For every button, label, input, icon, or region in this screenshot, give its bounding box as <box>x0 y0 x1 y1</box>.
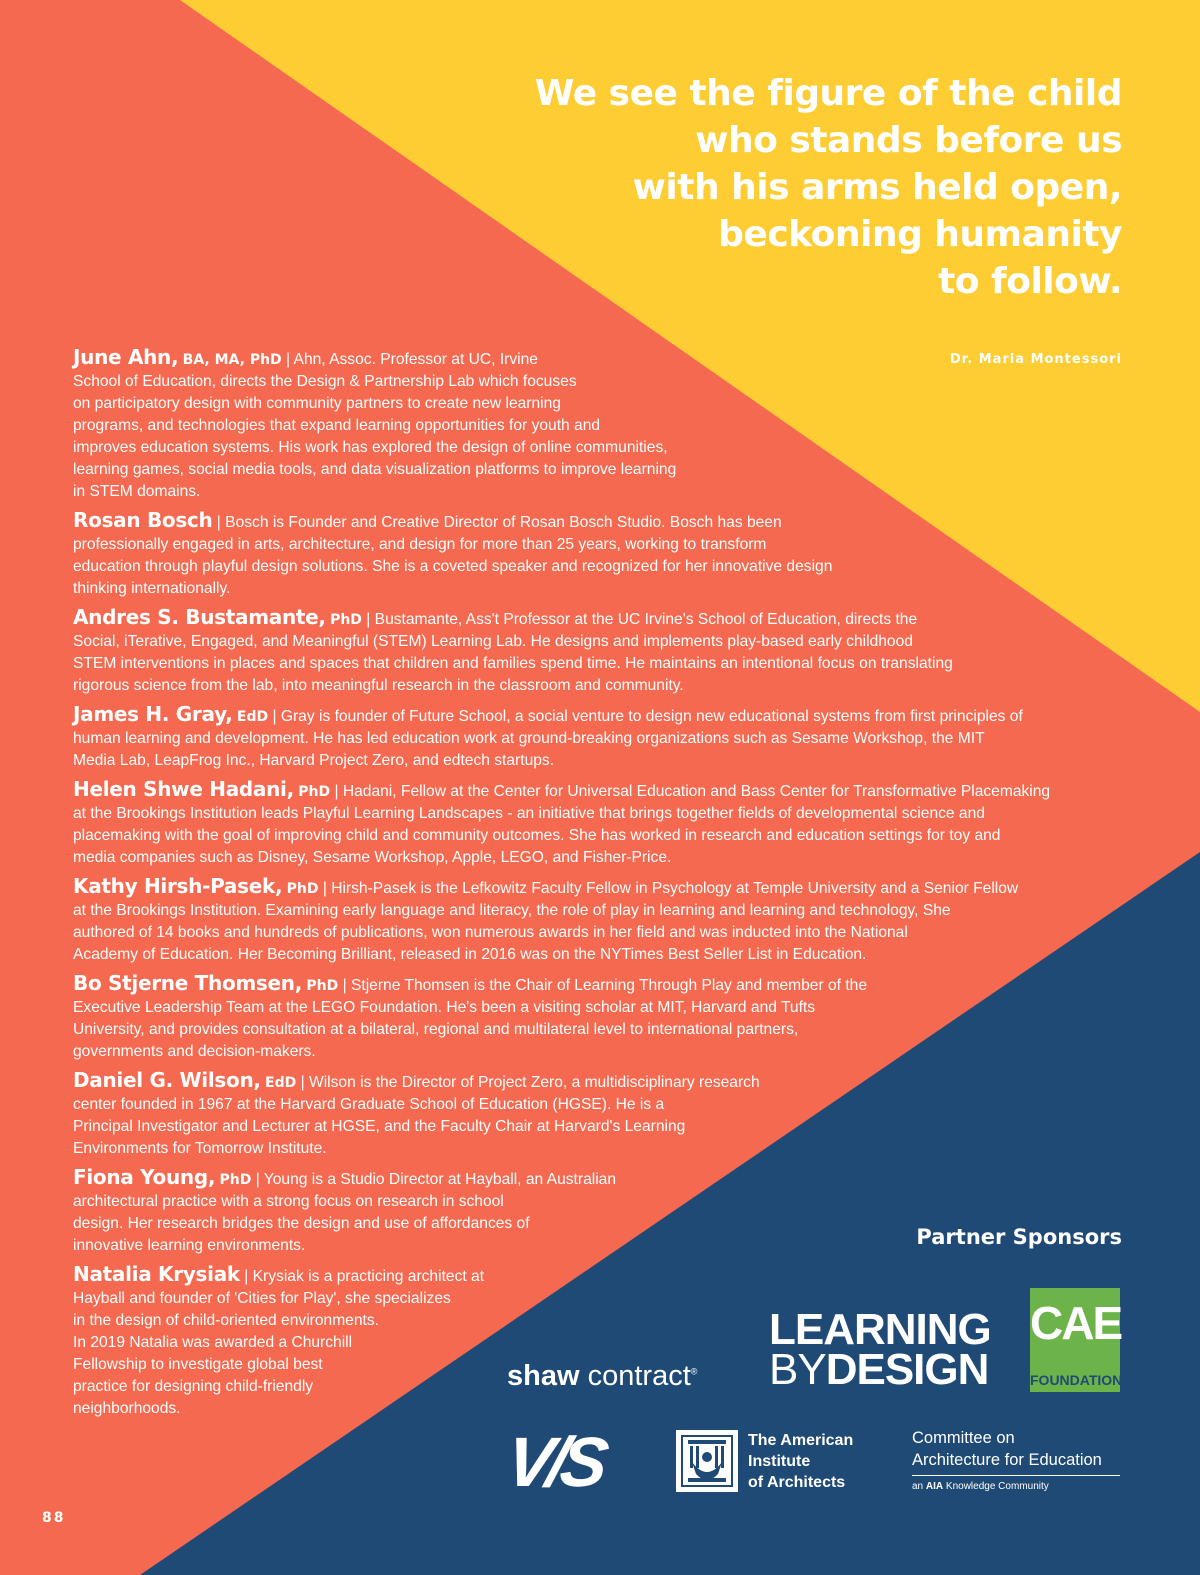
bio-line: | Hirsh-Pasek is the Lefkowitz Faculty Fellow in Psychology at Temple University and a Senior Fellow <box>322 880 1019 897</box>
bio-name: Fiona Young, <box>73 1165 216 1189</box>
bio-credentials: PhD <box>330 612 362 628</box>
bio-list <box>73 346 1073 1426</box>
bio-line: innovative learning environments. <box>73 1237 306 1254</box>
bio-line: | Bosch is Founder and Creative Director of Rosan Bosch Studio. Bosch has been <box>216 514 782 531</box>
quote-line: beckoning humanity <box>718 214 1122 255</box>
shaw-contract-logo <box>507 1360 697 1393</box>
bio-line: practice for designing child-friendly <box>73 1378 314 1395</box>
lbd-line-1: LEARNING <box>769 1305 991 1354</box>
bio-andres-bustamante <box>73 606 1073 697</box>
bio-line: Environments for Tomorrow Institute. <box>73 1140 327 1157</box>
bio-line: programs, and technologies that expand learning opportunities for youth and <box>73 417 601 434</box>
bio-line: learning games, social media tools, and data visualization platforms to improve learning <box>73 461 677 478</box>
aia-line: The American <box>748 1432 854 1449</box>
bio-line: placemaking with the goal of improving child and community outcomes. She has worked in research and education settings for toy and <box>73 827 1001 844</box>
registered-mark: ® <box>690 1366 698 1377</box>
quote-author: Dr. Maria Montessori <box>949 352 1122 367</box>
bio-name: Kathy Hirsh-Pasek, <box>73 874 283 898</box>
cae-logo-text: CAE <box>1030 1297 1122 1349</box>
quote-line: We see the figure of the child <box>534 73 1122 114</box>
lbd-line-2-bold: DESIGN <box>825 1345 989 1394</box>
quote-line: who stands before us <box>695 120 1122 161</box>
bio-line: architectural practice with a strong focus on research in school <box>73 1193 504 1210</box>
bio-line: | Young is a Studio Director at Hayball, an Australian <box>255 1171 617 1188</box>
bio-line: | Ahn, Assoc. Professor at UC, Irvine <box>286 351 538 368</box>
bio-line: human learning and development. He has led education work at ground-breaking organizations such as Sesame Workshop, the MIT <box>73 730 985 747</box>
bio-line: authored of 14 books and hundreds of publications, won numerous awards in her field and was inducted into the National <box>73 924 908 941</box>
bio-line: Principal Investigator and Lecturer at HGSE, and the Faculty Chair at Harvard's Learning <box>73 1118 686 1135</box>
bio-name: Helen Shwe Hadani, <box>73 777 294 801</box>
vs-logo: V/S <box>501 1423 608 1501</box>
bio-line: School of Education, directs the Design & Partnership Lab which focuses <box>73 373 577 390</box>
learning-by-design-logo <box>769 1305 991 1394</box>
bio-line: | Stjerne Thomsen is the Chair of Learning Through Play and member of the <box>342 977 868 994</box>
bio-line: on participatory design with community partners to create new learning <box>73 395 561 412</box>
montessori-quote <box>502 70 1122 305</box>
bio-credentials: PhD <box>306 978 339 994</box>
bio-name: June Ahn, <box>73 345 179 369</box>
bio-line: neighborhoods. <box>73 1400 181 1417</box>
bio-line: | Krysiak is a practicing architect at <box>244 1268 485 1285</box>
bio-rosan-bosch <box>73 509 1073 600</box>
bio-credentials: BA, MA, PhD <box>182 352 282 368</box>
aia-line: Institute <box>748 1453 811 1470</box>
bio-name: Natalia Krysiak <box>73 1262 240 1286</box>
bio-line: at the Brookings Institution. Examining early language and literacy, the role of play in learning and learning and technology, She <box>73 902 951 919</box>
shaw-logo-light: contract <box>587 1360 691 1392</box>
bio-line: in the design of child-oriented environments. <box>73 1312 379 1329</box>
quote-line: to follow. <box>938 261 1122 302</box>
partner-sponsors-heading: Partner Sponsors <box>916 1225 1122 1249</box>
bio-line: Media Lab, LeapFrog Inc., Harvard Project Zero, and edtech startups. <box>73 752 555 769</box>
committee-aia: AIA <box>925 1481 944 1492</box>
committee-line-1: Committee on <box>912 1429 1015 1447</box>
bio-line: improves education systems. His work has explored the design of online communities, <box>73 439 668 456</box>
bio-line: Hayball and founder of 'Cities for Play', she specializes <box>73 1290 451 1307</box>
bio-line: University, and provides consultation at a bilateral, regional and multilateral level to international partners, <box>73 1021 799 1038</box>
bio-line: center founded in 1967 at the Harvard Graduate School of Education (HGSE). He is a <box>73 1096 665 1113</box>
committee-divider <box>912 1475 1120 1476</box>
cae-foundation-text: FOUNDATION <box>1030 1372 1123 1388</box>
bio-line: thinking internationally. <box>73 580 231 597</box>
bio-line: in STEM domains. <box>73 483 201 500</box>
bio-line: media companies such as Disney, Sesame Workshop, Apple, LEGO, and Fisher-Price. <box>73 849 672 866</box>
bio-line: | Hadani, Fellow at the Center for Universal Education and Bass Center for Transformative Placemaking <box>334 783 1051 800</box>
bio-james-gray <box>73 703 1073 772</box>
bio-line: | Wilson is the Director of Project Zero, a multidisciplinary research <box>300 1074 760 1091</box>
bio-name: Daniel G. Wilson, <box>73 1068 261 1092</box>
bio-line: at the Brookings Institution leads Playful Learning Landscapes - an initiative that brings together fields of developmental science and <box>73 805 985 822</box>
bio-name: Bo Stjerne Thomsen, <box>73 971 303 995</box>
aia-line: of Architects <box>748 1474 846 1491</box>
lbd-line-2-thin: BY <box>769 1345 826 1394</box>
committee-line-3 <box>912 1481 1122 1492</box>
page-number: 88 <box>42 1510 66 1526</box>
bio-name: Rosan Bosch <box>73 508 213 532</box>
bio-helen-hadani <box>73 778 1073 869</box>
bio-line: professionally engaged in arts, architecture, and design for more than 25 years, working to transform <box>73 536 767 553</box>
cae-foundation-logo <box>1030 1288 1123 1392</box>
bio-bo-stjerne-thomsen <box>73 972 1073 1063</box>
bio-credentials: PhD <box>298 784 331 800</box>
committee-suffix: Knowledge Community <box>945 1481 1049 1492</box>
committee-architecture-education-logo <box>912 1427 1122 1492</box>
committee-prefix: an <box>912 1481 924 1492</box>
bio-line: Social, iTerative, Engaged, and Meaningful (STEM) Learning Lab. He designs and implements play-based early childhood <box>73 633 913 650</box>
bio-line: Academy of Education. Her Becoming Brilliant, released in 2016 was on the NYTimes Best Seller List in Education. <box>73 946 867 963</box>
bio-daniel-wilson <box>73 1069 1073 1160</box>
bio-line: Executive Leadership Team at the LEGO Foundation. He's been a visiting scholar at MIT, Harvard and Tufts <box>73 999 816 1016</box>
bio-june-ahn <box>73 346 1073 503</box>
bio-credentials: EdD <box>236 709 269 725</box>
bio-line: In 2019 Natalia was awarded a Churchill <box>73 1334 353 1351</box>
bio-line: | Gray is founder of Future School, a social venture to design new educational systems from first principles of <box>272 708 1023 725</box>
bio-credentials: PhD <box>219 1172 252 1188</box>
quote-line: with his arms held open, <box>632 167 1122 208</box>
shaw-logo-bold: shaw <box>507 1360 580 1392</box>
bio-line: STEM interventions in places and spaces that children and families spend time. He maintains an intentional focus on translating <box>73 655 953 672</box>
bio-line: | Bustamante, Ass't Professor at the UC Irvine's School of Education, directs the <box>366 611 918 628</box>
bio-line: rigorous science from the lab, into meaningful research in the classroom and community. <box>73 677 684 694</box>
bio-name: James H. Gray, <box>73 702 233 726</box>
bio-credentials: PhD <box>286 881 319 897</box>
bio-line: design. Her research bridges the design and use of affordances of <box>73 1215 530 1232</box>
bio-line: governments and decision-makers. <box>73 1043 316 1060</box>
bio-credentials: EdD <box>265 1075 297 1091</box>
bio-line: education through playful design solutions. She is a coveted speaker and recognized for her innovative design <box>73 558 833 575</box>
bio-name: Andres S. Bustamante, <box>73 605 326 629</box>
bio-kathy-hirsh-pasek <box>73 875 1073 966</box>
aia-logo-text <box>748 1430 853 1493</box>
aia-eagle-icon <box>676 1430 738 1492</box>
committee-line-2: Architecture for Education <box>912 1451 1102 1469</box>
bio-line: Fellowship to investigate global best <box>73 1356 323 1373</box>
